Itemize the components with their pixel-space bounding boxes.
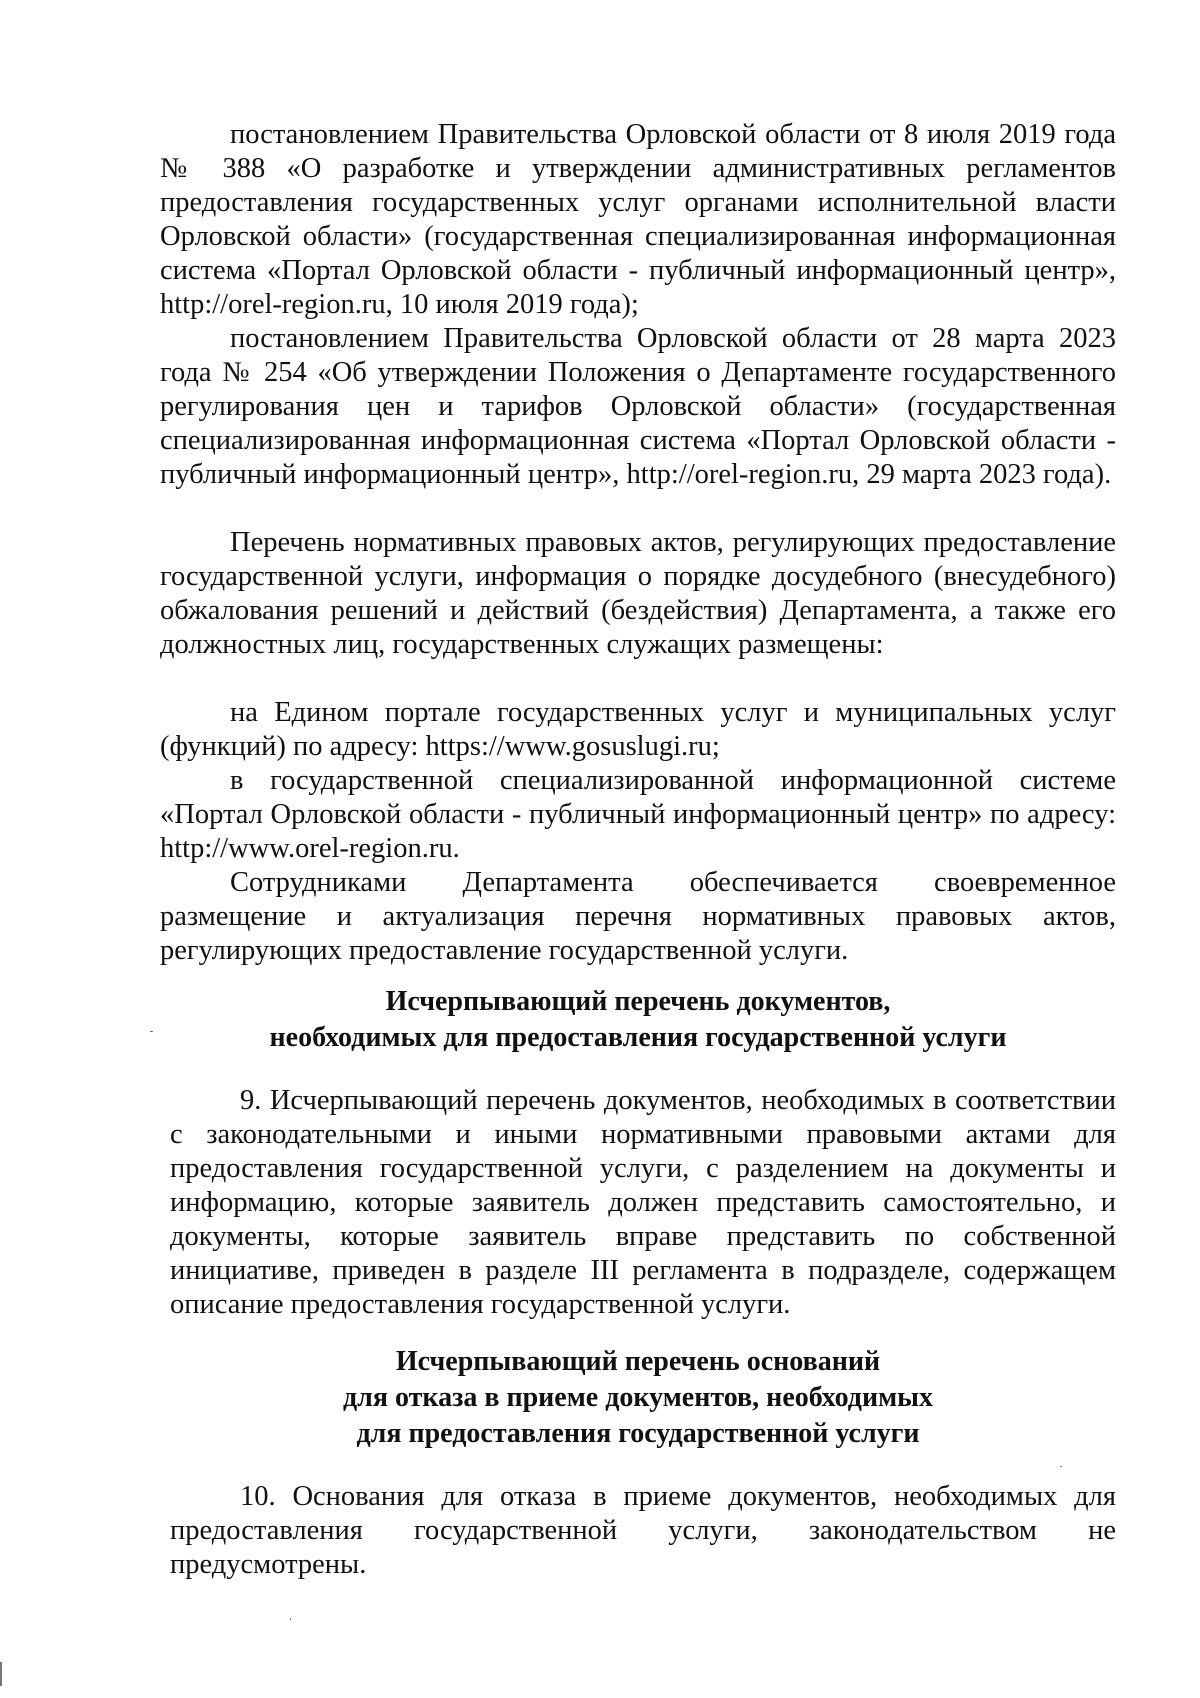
- heading-line: Исчерпывающий перечень оснований: [395, 1346, 881, 1377]
- heading-line: Исчерпывающий перечень документов,: [385, 986, 891, 1017]
- paragraph-resolution-388: постановлением Правительства Орловской области от 8 июля 2019 года № 388 «О разработке и утверждении административных регламентов предоставления государственных услуг органами исполнительной власти Орловской области» (государственная специализированная информационная система «Портал Орловской области - публичный информационный центр», http://orel-region.ru, 10 июля 2019 года);: [160, 119, 1116, 320]
- heading-line: необходимых для предоставления государственной услуги: [269, 1022, 1007, 1053]
- paragraph-regulatory-acts-list: Перечень нормативных правовых актов, регулирующих предоставление государственной услуги, информация о порядке досудебного (внесудебного) обжалования решений и действий (бездействия) Департамента, а также его должностных лиц, государственных служащих размещены:: [160, 527, 1116, 660]
- scan-speck: [1060, 1466, 1062, 1467]
- heading-line: для предоставления государственной услуги: [356, 1418, 920, 1449]
- scan-speck: [150, 1031, 153, 1032]
- heading-documents-list: [160, 984, 1116, 1056]
- paragraph-resolution-254: постановлением Правительства Орловской области от 28 марта 2023 года № 254 «Об утверждении Положения о Департаменте государственного регулирования цен и тарифов Орловской области» (государственная специализированная информационная система «Портал Орловской области - публичный информационный центр», http://orel-region.ru, 29 марта 2023 года).: [160, 323, 1116, 490]
- scan-mark: [0, 1662, 2, 1686]
- heading-line: для отказа в приеме документов, необходимых: [342, 1382, 934, 1413]
- heading-refusal-grounds: [160, 1344, 1116, 1452]
- scan-speck: [290, 1618, 291, 1620]
- paragraph-10: 10. Основания для отказа в приеме документов, необходимых для предоставления государственной услуги, законодательством не предусмотрены.: [170, 1481, 1116, 1580]
- paragraph-department-staff: Сотрудниками Департамента обеспечивается своевременное размещение и актуализация перечня нормативных правовых актов, регулирующих предоставление государственной услуги.: [160, 867, 1116, 966]
- paragraph-orel-region-portal: в государственной специализированной информационной системе «Портал Орловской области - публичный информационный центр» по адресу: http://www.orel-region.ru.: [160, 765, 1116, 864]
- paragraph-gosuslugi-portal: на Едином портале государственных услуг и муниципальных услуг (функций) по адресу: https://www.gosuslugi.ru;: [160, 697, 1116, 762]
- paragraph-9: 9. Исчерпывающий перечень документов, необходимых в соответствии с законодательными и иными нормативными правовыми актами для предоставления государственной услуги, с разделением на документы и информацию, которые заявитель должен представить самостоятельно, и документы, которые заявитель вправе представить по собственной инициативе, приведен в разделе III регламента в подразделе, содержащем описание предоставления государственной услуги.: [170, 1085, 1116, 1320]
